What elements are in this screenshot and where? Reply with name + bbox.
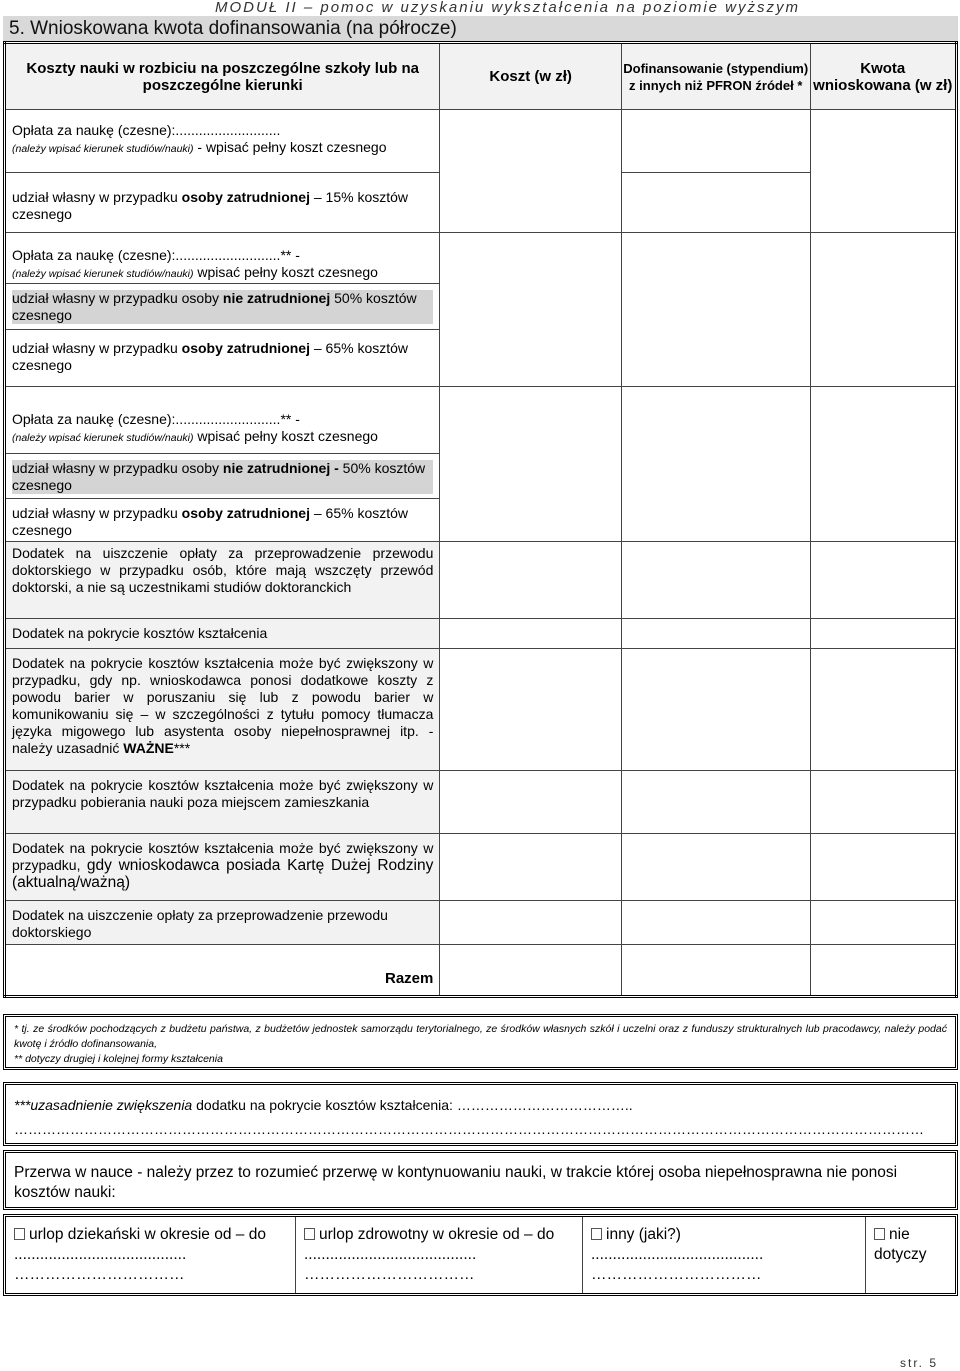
checkbox-icon[interactable]	[304, 1228, 315, 1240]
edu-costs-requested-input[interactable]	[810, 619, 956, 649]
doctoral-cofunding-input[interactable]	[621, 542, 810, 619]
fee2-requested-input[interactable]	[810, 233, 956, 387]
doctoral2-cofunding-input[interactable]	[621, 901, 810, 945]
fee3-label: Opłata za naukę (czesne):...........................** - (należy wpisać kierunek studiów/nauki) wpisać pełny koszt czesnego	[5, 387, 440, 454]
doctoral-cost-input[interactable]	[440, 542, 622, 619]
table-row	[5, 834, 957, 901]
header-requested: Kwota wnioskowana (w zł)	[810, 43, 956, 110]
header-costs: Koszty nauki w rozbiciu na poszczególne szkoły lub na poszczególne kierunki	[5, 43, 440, 110]
fee3-cost-input[interactable]	[440, 387, 622, 542]
edu-barriers-cost-input[interactable]	[440, 649, 622, 771]
own3-label: udział własny w przypadku osoby zatrudnionej – 65% kosztów czesnego	[5, 330, 440, 387]
fee1-cost-input[interactable]	[440, 110, 622, 233]
break-options	[3, 1214, 958, 1296]
table-row	[5, 110, 957, 173]
doctoral2-cost-input[interactable]	[440, 901, 622, 945]
edu-barriers-requested-input[interactable]	[810, 649, 956, 771]
footnote-second-form: ** dotyczy drugiej i kolejnej formy kształcenia	[14, 1053, 223, 1065]
table-row	[5, 945, 957, 997]
fee2-label: Opłata za naukę (czesne):...........................** - (należy wpisać kierunek studiów/nauki) wpisać pełny koszt czesnego	[5, 233, 440, 284]
fee2-cofunding-input[interactable]	[621, 233, 810, 387]
section-title: 5. Wnioskowana kwota dofinansowania (na półrocze)	[3, 16, 958, 41]
fee1-cofunding-input[interactable]	[621, 110, 810, 173]
total-requested-input[interactable]	[810, 945, 956, 997]
total-label: Razem	[5, 945, 440, 997]
fee2-cost-input[interactable]	[440, 233, 622, 387]
own4-label: udział własny w przypadku osoby nie zatrudnionej - 50% kosztów czesnego	[5, 454, 440, 499]
table-row	[5, 233, 957, 284]
edu-family-label: Dodatek na pokrycie kosztów kształcenia może być zwiększony w przypadku, gdy wnioskodawca posiada Kartę Dużej Rodziny (aktualną/ważną)	[5, 834, 440, 901]
option-health-leave[interactable]: urlop zdrowotny w okresie od – do ........................................ ……………………………	[296, 1217, 583, 1293]
doctoral-requested-input[interactable]	[810, 542, 956, 619]
table-row	[5, 387, 957, 454]
checkbox-icon[interactable]	[874, 1228, 885, 1240]
header-cost: Koszt (w zł)	[440, 43, 622, 110]
checkbox-icon[interactable]	[591, 1228, 602, 1240]
edu-barriers-label: Dodatek na pokrycie kosztów kształcenia może być zwiększony w przypadku, gdy np. wnioskodawca ponosi dodatkowe koszty z powodu barier w poruszaniu się lub z powodu barier w komunikowaniu się – w szczególności z tytułu pomocy tłumacza języka migowego lub asystenta osoby niepełnosprawnej itp. - należy uzasadnić WAŻNE***	[5, 649, 440, 771]
edu-away-cost-input[interactable]	[440, 771, 622, 834]
table-header-row	[5, 43, 957, 110]
fee1-label: Opłata za naukę (czesne):........................... (należy wpisać kierunek studiów/nauki) - wpisać pełny koszt czesnego	[5, 110, 440, 173]
module-header: MODUŁ II – pomoc w uzyskaniu wykształcenia na poziomie wyższym	[215, 0, 800, 16]
table-row	[5, 619, 957, 649]
fee3-requested-input[interactable]	[810, 387, 956, 542]
total-cofunding-input[interactable]	[621, 945, 810, 997]
footnote-cofunding: * tj. ze środków pochodzących z budżetu państwa, z budżetów jednostek samorządu terytorialnego, ze środków własnych szkół i uczelni oraz z funduszy strukturalnych lub pracodawcy, należy podać kwotę i źródło dofinansowania,	[14, 1023, 947, 1050]
edu-family-cost-input[interactable]	[440, 834, 622, 901]
checkbox-icon[interactable]	[14, 1228, 25, 1240]
option-dean-leave[interactable]: urlop dziekański w okresie od – do ........................................ ……………………………	[6, 1217, 296, 1293]
page-number: str. 5	[899, 1356, 938, 1370]
fee1-requested-input[interactable]	[810, 110, 956, 233]
table-row	[5, 649, 957, 771]
table-row	[5, 542, 957, 619]
total-cost-input[interactable]	[440, 945, 622, 997]
edu-barriers-cofunding-input[interactable]	[621, 649, 810, 771]
footnotes	[3, 1014, 958, 1070]
cost-table	[3, 41, 958, 998]
fee3-cofunding-input[interactable]	[621, 387, 810, 542]
option-not-applicable[interactable]: nie dotyczy	[874, 1226, 927, 1263]
edu-away-cofunding-input[interactable]	[621, 771, 810, 834]
own1-cofunding-input[interactable]	[621, 173, 810, 233]
edu-away-label: Dodatek na pokrycie kosztów kształcenia może być zwiększony w przypadku pobierania nauki poza miejscem zamieszkania	[5, 771, 440, 834]
justification-line2[interactable]: ……………………………………………………………………………………………………………………………………………………………………………	[14, 1121, 924, 1137]
table-row	[5, 771, 957, 834]
own1-label: udział własny w przypadku osoby zatrudnionej – 15% kosztów czesnego	[5, 173, 440, 233]
edu-away-requested-input[interactable]	[810, 771, 956, 834]
own5-label: udział własny w przypadku osoby zatrudnionej – 65% kosztów czesnego	[5, 499, 440, 542]
header-cofunding: Dofinansowanie (stypendium) z innych niż PFRON źródeł *	[621, 43, 810, 110]
justification-box	[3, 1082, 958, 1146]
edu-costs-cofunding-input[interactable]	[621, 619, 810, 649]
break-description: Przerwa w nauce - należy przez to rozumieć przerwę w kontynuowaniu nauki, w trakcie której osoba niepełnosprawna nie ponosi kosztów nauki:	[3, 1150, 958, 1210]
doctoral-label: Dodatek na uiszczenie opłaty za przeprowadzenie przewodu doktorskiego w przypadku osób, które mają wszczęty przewód doktorski, a nie są uczestnikami studiów doktoranckich	[5, 542, 440, 619]
doctoral2-requested-input[interactable]	[810, 901, 956, 945]
option-other[interactable]: inny (jaki?) ........................................ ……………………………	[583, 1217, 866, 1293]
edu-family-cofunding-input[interactable]	[621, 834, 810, 901]
table-row	[5, 901, 957, 945]
edu-costs-label: Dodatek na pokrycie kosztów kształcenia	[5, 619, 440, 649]
edu-family-requested-input[interactable]	[810, 834, 956, 901]
own2-label: udział własny w przypadku osoby nie zatrudnionej 50% kosztów czesnego	[5, 284, 440, 330]
doctoral2-label: Dodatek na uiszczenie opłaty za przeprowadzenie przewodu doktorskiego	[5, 901, 440, 945]
edu-costs-cost-input[interactable]	[440, 619, 622, 649]
justification-line1[interactable]: ***uzasadnienie zwiększenia dodatku na pokrycie kosztów kształcenia: ………………………………..	[14, 1097, 633, 1113]
